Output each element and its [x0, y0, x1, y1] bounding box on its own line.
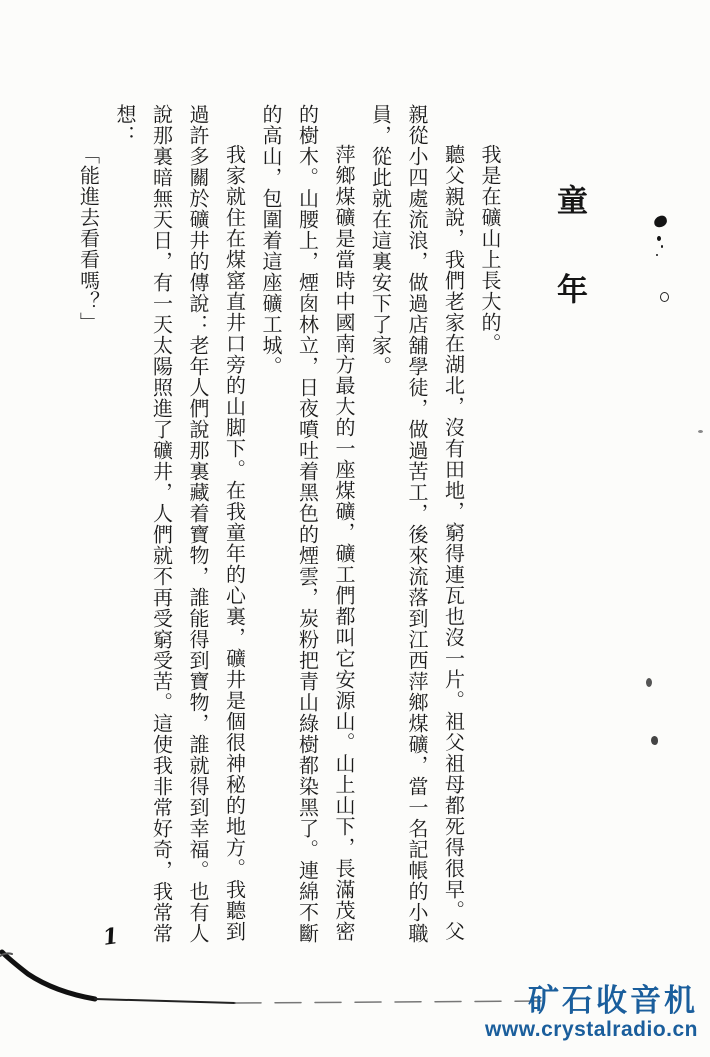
- paragraph: 萍鄉煤礦是當時中國南方最大的一座煤礦，礦工們都叫它安源山。山上山下，長滿茂密的樹木。山腰上，煙囱林立，日夜噴吐着黑色的煙雲，炭粉把青山綠樹都染黑了。連綿不斷的高山，包圍着這座礦工城。: [259, 104, 356, 944]
- paragraph: 聽父親說，我們老家在湖北，沒有田地，窮得連瓦也沒一片。祖父祖母都死得很早。父親從小四處流浪，做過店舖學徒，做過苦工，後來流落到江西萍鄉煤礦，當一名記帳的小職員，從此就在這裏安下了家。: [368, 104, 466, 944]
- ink-speck: [657, 236, 661, 241]
- ink-speck: [646, 678, 652, 687]
- text-block: [68, 104, 508, 946]
- paragraph: 我家就住在煤窰直井口旁的山脚下。在我童年的心裏，礦井是個很神秘的地方。我聽到過許多關於礦井的傳說：老年人們說那裏藏着寶物，誰能得到寶物，誰就得到幸福。也有人說那裏暗無天日，有一天太陽照進了礦井，人們就不再受窮受苦。這使我非常好奇，我常常想：: [113, 104, 247, 944]
- ink-speck: [651, 736, 658, 745]
- paragraph: 我是在礦山上長大的。: [478, 144, 502, 354]
- watermark: [485, 984, 698, 1041]
- page-title: 童年: [551, 184, 587, 362]
- watermark-url: www.crystalradio.cn: [485, 1018, 698, 1041]
- ink-speck: [698, 430, 703, 433]
- watermark-brand: 矿石收音机: [528, 983, 698, 1018]
- ink-speck: [661, 245, 663, 248]
- scan-artifact-line: [0, 930, 560, 1020]
- page-number: 1: [101, 923, 121, 951]
- paragraph: 「能進去看看嗎？」: [76, 144, 101, 333]
- ink-speck: [660, 292, 669, 302]
- ink-speck: [656, 254, 658, 256]
- ink-speck: [653, 215, 668, 229]
